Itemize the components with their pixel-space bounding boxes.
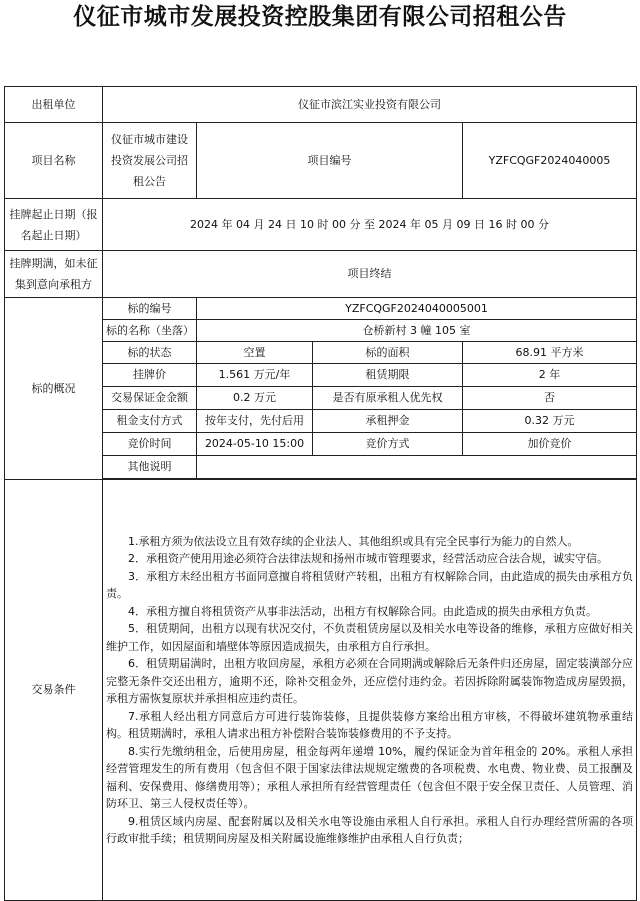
lot-no-label: 标的编号 bbox=[103, 298, 197, 320]
period-label: 挂牌起止日期（报名起止日期） bbox=[5, 199, 103, 251]
payment-value: 按年支付，先付后用 bbox=[197, 410, 313, 433]
page-title: 仪征市城市发展投资控股集团有限公司招租公告 bbox=[73, 4, 567, 30]
deposit-label: 交易保证金金额 bbox=[103, 387, 197, 410]
other-value bbox=[197, 456, 637, 479]
lease-deposit-label: 承租押金 bbox=[313, 410, 463, 433]
announcement-table bbox=[4, 86, 637, 901]
period-value: 2024 年 04 月 24 日 10 时 00 分 至 2024 年 05 月 09 日 16 时 00 分 bbox=[103, 199, 637, 251]
price-value: 1.561 万元/年 bbox=[197, 364, 313, 387]
terms-clause: 2．承租资产使用用途必须符合法律法规和扬州市城市管理要求，经营活动应合法合规，诚实守信。 bbox=[128, 552, 608, 565]
lease-deposit-value: 0.32 万元 bbox=[463, 410, 637, 433]
lot-name-value: 仓桥新村 3 幢 105 室 bbox=[197, 320, 637, 342]
terms-clause: 7.承租人经出租方同意后方可进行装饰装修，且提供装修方案给出租方审核，不得破坏建筑物承重结构。租赁期满时，承租人请求出租方补偿附合装饰装修费用的不予支持。 bbox=[106, 709, 633, 740]
row-project bbox=[5, 123, 637, 199]
status-value: 空置 bbox=[197, 342, 313, 364]
terms-clause: 4．承租方擅自将租赁资产从事非法活动，出租方有权解除合同。由此造成的损失由承租方负责。 bbox=[128, 604, 597, 618]
terms-clause: 9.租赁区域内房屋、配套附属以及相关水电等设施由承租人自行承担。承租人自行办理经营所需的各项行政审批手续；租赁期间房屋及相关附属设施维修维护由承租人自行负责； bbox=[106, 814, 633, 845]
area-value: 68.91 平方米 bbox=[463, 342, 637, 364]
row-expiry bbox=[5, 251, 637, 298]
bid-time-value: 2024-05-10 15:00 bbox=[197, 433, 313, 456]
bid-method-value: 加价竞价 bbox=[463, 433, 637, 456]
term-label: 租赁期限 bbox=[313, 364, 463, 387]
expiry-value: 项目终结 bbox=[103, 251, 637, 298]
terms-clause: 3．承租方未经出租方书面同意擅自将租赁财产转租，出租方有权解除合同，由此造成的损失由承租方负责。 bbox=[106, 569, 633, 600]
lot-no-value: YZFCQGF2024040005001 bbox=[197, 298, 637, 320]
lessor-value: 仪征市滨江实业投资有限公司 bbox=[103, 87, 637, 123]
project-code-label: 项目编号 bbox=[197, 123, 463, 199]
term-value: 2 年 bbox=[463, 364, 637, 387]
bid-method-label: 竞价方式 bbox=[313, 433, 463, 456]
terms-clause: 8.实行先缴纳租金，后使用房屋，租金每两年递增 10%，履约保证金为首年租金的 20%。承租人承担经营管理发生的所有费用（包含但不限于国家法律法规规定缴费的各项税费、水电费、物业费、员工报酬及福利、安保费用、修缮费用等）；承租人承担所有经营管理责任（包含但不限于安全保卫责任、人员管理、消防环卫、第三人侵权责任等）。 bbox=[106, 744, 633, 810]
row-lot-no bbox=[5, 298, 637, 320]
price-label: 挂牌价 bbox=[103, 364, 197, 387]
lot-name-label: 标的名称（坐落） bbox=[103, 320, 197, 342]
lessor-label: 出租单位 bbox=[5, 87, 103, 123]
project-code-value: YZFCQGF2024040005 bbox=[463, 123, 637, 199]
area-label: 标的面积 bbox=[313, 342, 463, 364]
expiry-label: 挂牌期满，如未征集到意向承租方 bbox=[5, 251, 103, 298]
payment-label: 租金支付方式 bbox=[103, 410, 197, 433]
status-label: 标的状态 bbox=[103, 342, 197, 364]
project-name-label: 项目名称 bbox=[5, 123, 103, 199]
overview-label: 标的概况 bbox=[5, 298, 103, 480]
terms-clause: 5．租赁期间，出租方以现有状况交付，不负责租赁房屋以及相关水电等设备的维修，承租方应做好相关维护工作，如因屋面和墙壁体等原因造成损失，由承租方自行承担。 bbox=[106, 622, 633, 653]
deposit-value: 0.2 万元 bbox=[197, 387, 313, 410]
priority-label: 是否有原承租人优先权 bbox=[313, 387, 463, 410]
terms-clause: 1.承租方须为依法设立且有效存续的企业法人、其他组织或具有完全民事行为能力的自然人。 bbox=[128, 534, 579, 548]
terms-label: 交易条件 bbox=[5, 480, 103, 901]
priority-value: 否 bbox=[463, 387, 637, 410]
bid-time-label: 竞价时间 bbox=[103, 433, 197, 456]
row-period bbox=[5, 199, 637, 251]
terms-clause: 6．租赁期届满时，出租方收回房屋，承租方必须在合同期满或解除后无条件归还房屋，固定装潢部分应完整无条件交还出租方，逾期不还，除补交租金外，还应偿付违约金。若因拆除附属装饰物造成房屋毁损，承租方需恢复原状并承担相应违约责任。 bbox=[106, 657, 633, 705]
row-terms bbox=[5, 480, 637, 901]
row-lessor bbox=[5, 87, 637, 123]
terms-content bbox=[103, 480, 637, 901]
other-label: 其他说明 bbox=[103, 456, 197, 479]
project-name-value: 仪征市城市建设投资发展公司招租公告 bbox=[103, 123, 197, 199]
